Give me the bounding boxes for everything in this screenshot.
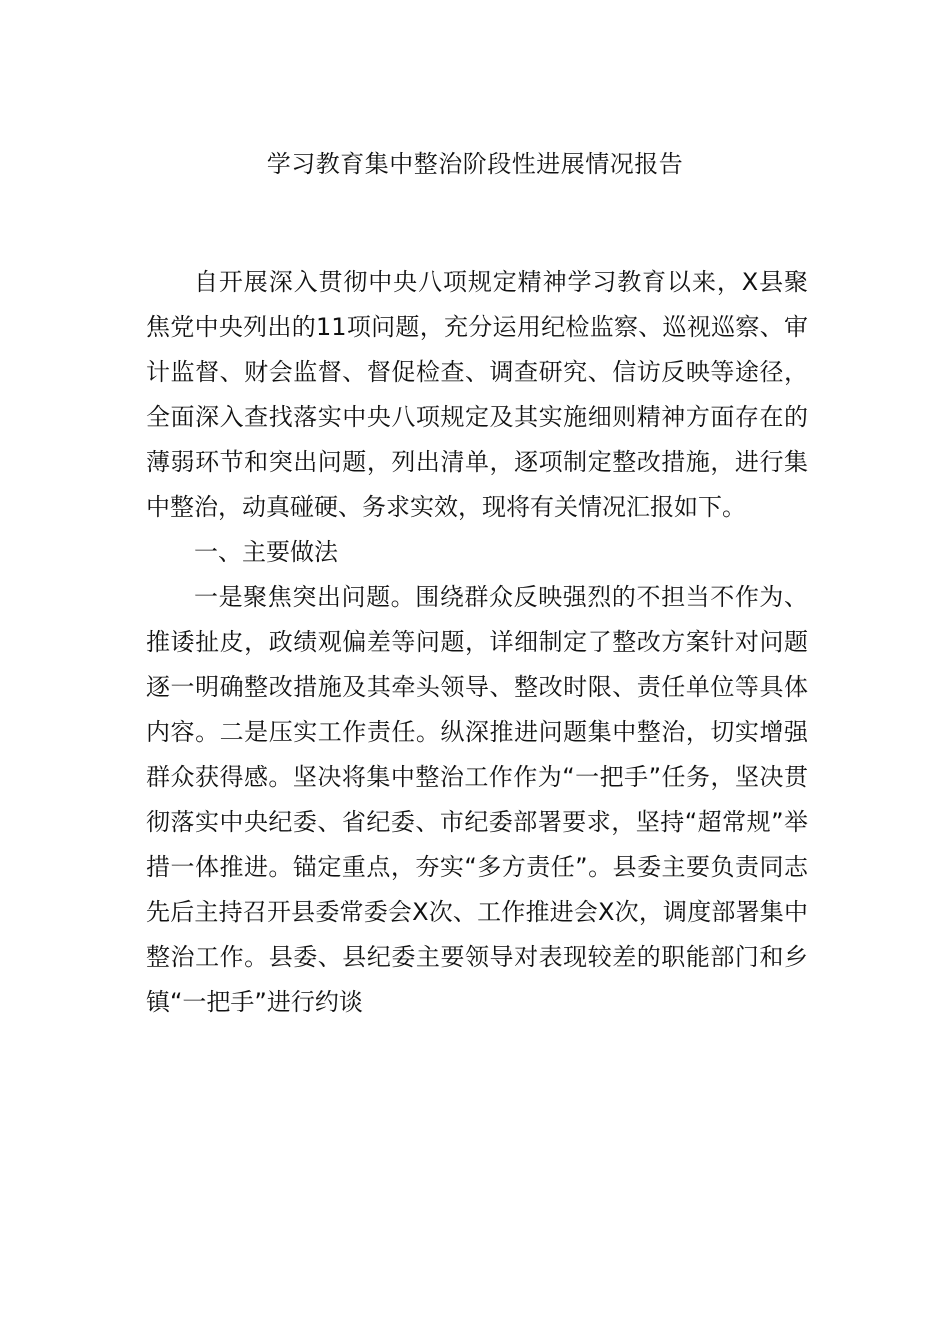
intro-paragraph: 自开展深入贯彻中央八项规定精神学习教育以来，X县聚焦党中央列出的11项问题，充分运用纪检监察、巡视巡察、审计监督、财会监督、督促检查、调查研究、信访反映等途径，全面深入查找落实中央八项规定及其实施细则精神方面存在的薄弱环节和突出问题，列出清单，逐项制定整改措施，进行集中整治，动真碰硬、务求实效，现将有关情况汇报如下。 [146, 268, 808, 521]
document-title: 学习教育集中整治阶段性进展情况报告 [266, 150, 684, 178]
section-heading-main-practices: 一、主要做法 [194, 538, 338, 566]
practices-paragraph: 一是聚焦突出问题。围绕群众反映强烈的不担当不作为、推诿扯皮，政绩观偏差等问题，详细制定了整改方案针对问题逐一明确整改措施及其牵头领导、整改时限、责任单位等具体内容。二是压实工作责任。纵深推进问题集中整治，切实增强群众获得感。坚决将集中整治工作作为“一把手”任务，坚决贯彻落实中央纪委、省纪委、市纪委部署要求，坚持“超常规”举措一体推进。锚定重点，夯实“多方责任”。县委主要负责同志先后主持召开县委常委会X次、工作推进会X次，调度部署集中整治工作。县委、县纪委主要领导对表现较差的职能部门和乡镇“一把手”进行约谈 [146, 583, 808, 1016]
document-body [146, 260, 808, 1025]
